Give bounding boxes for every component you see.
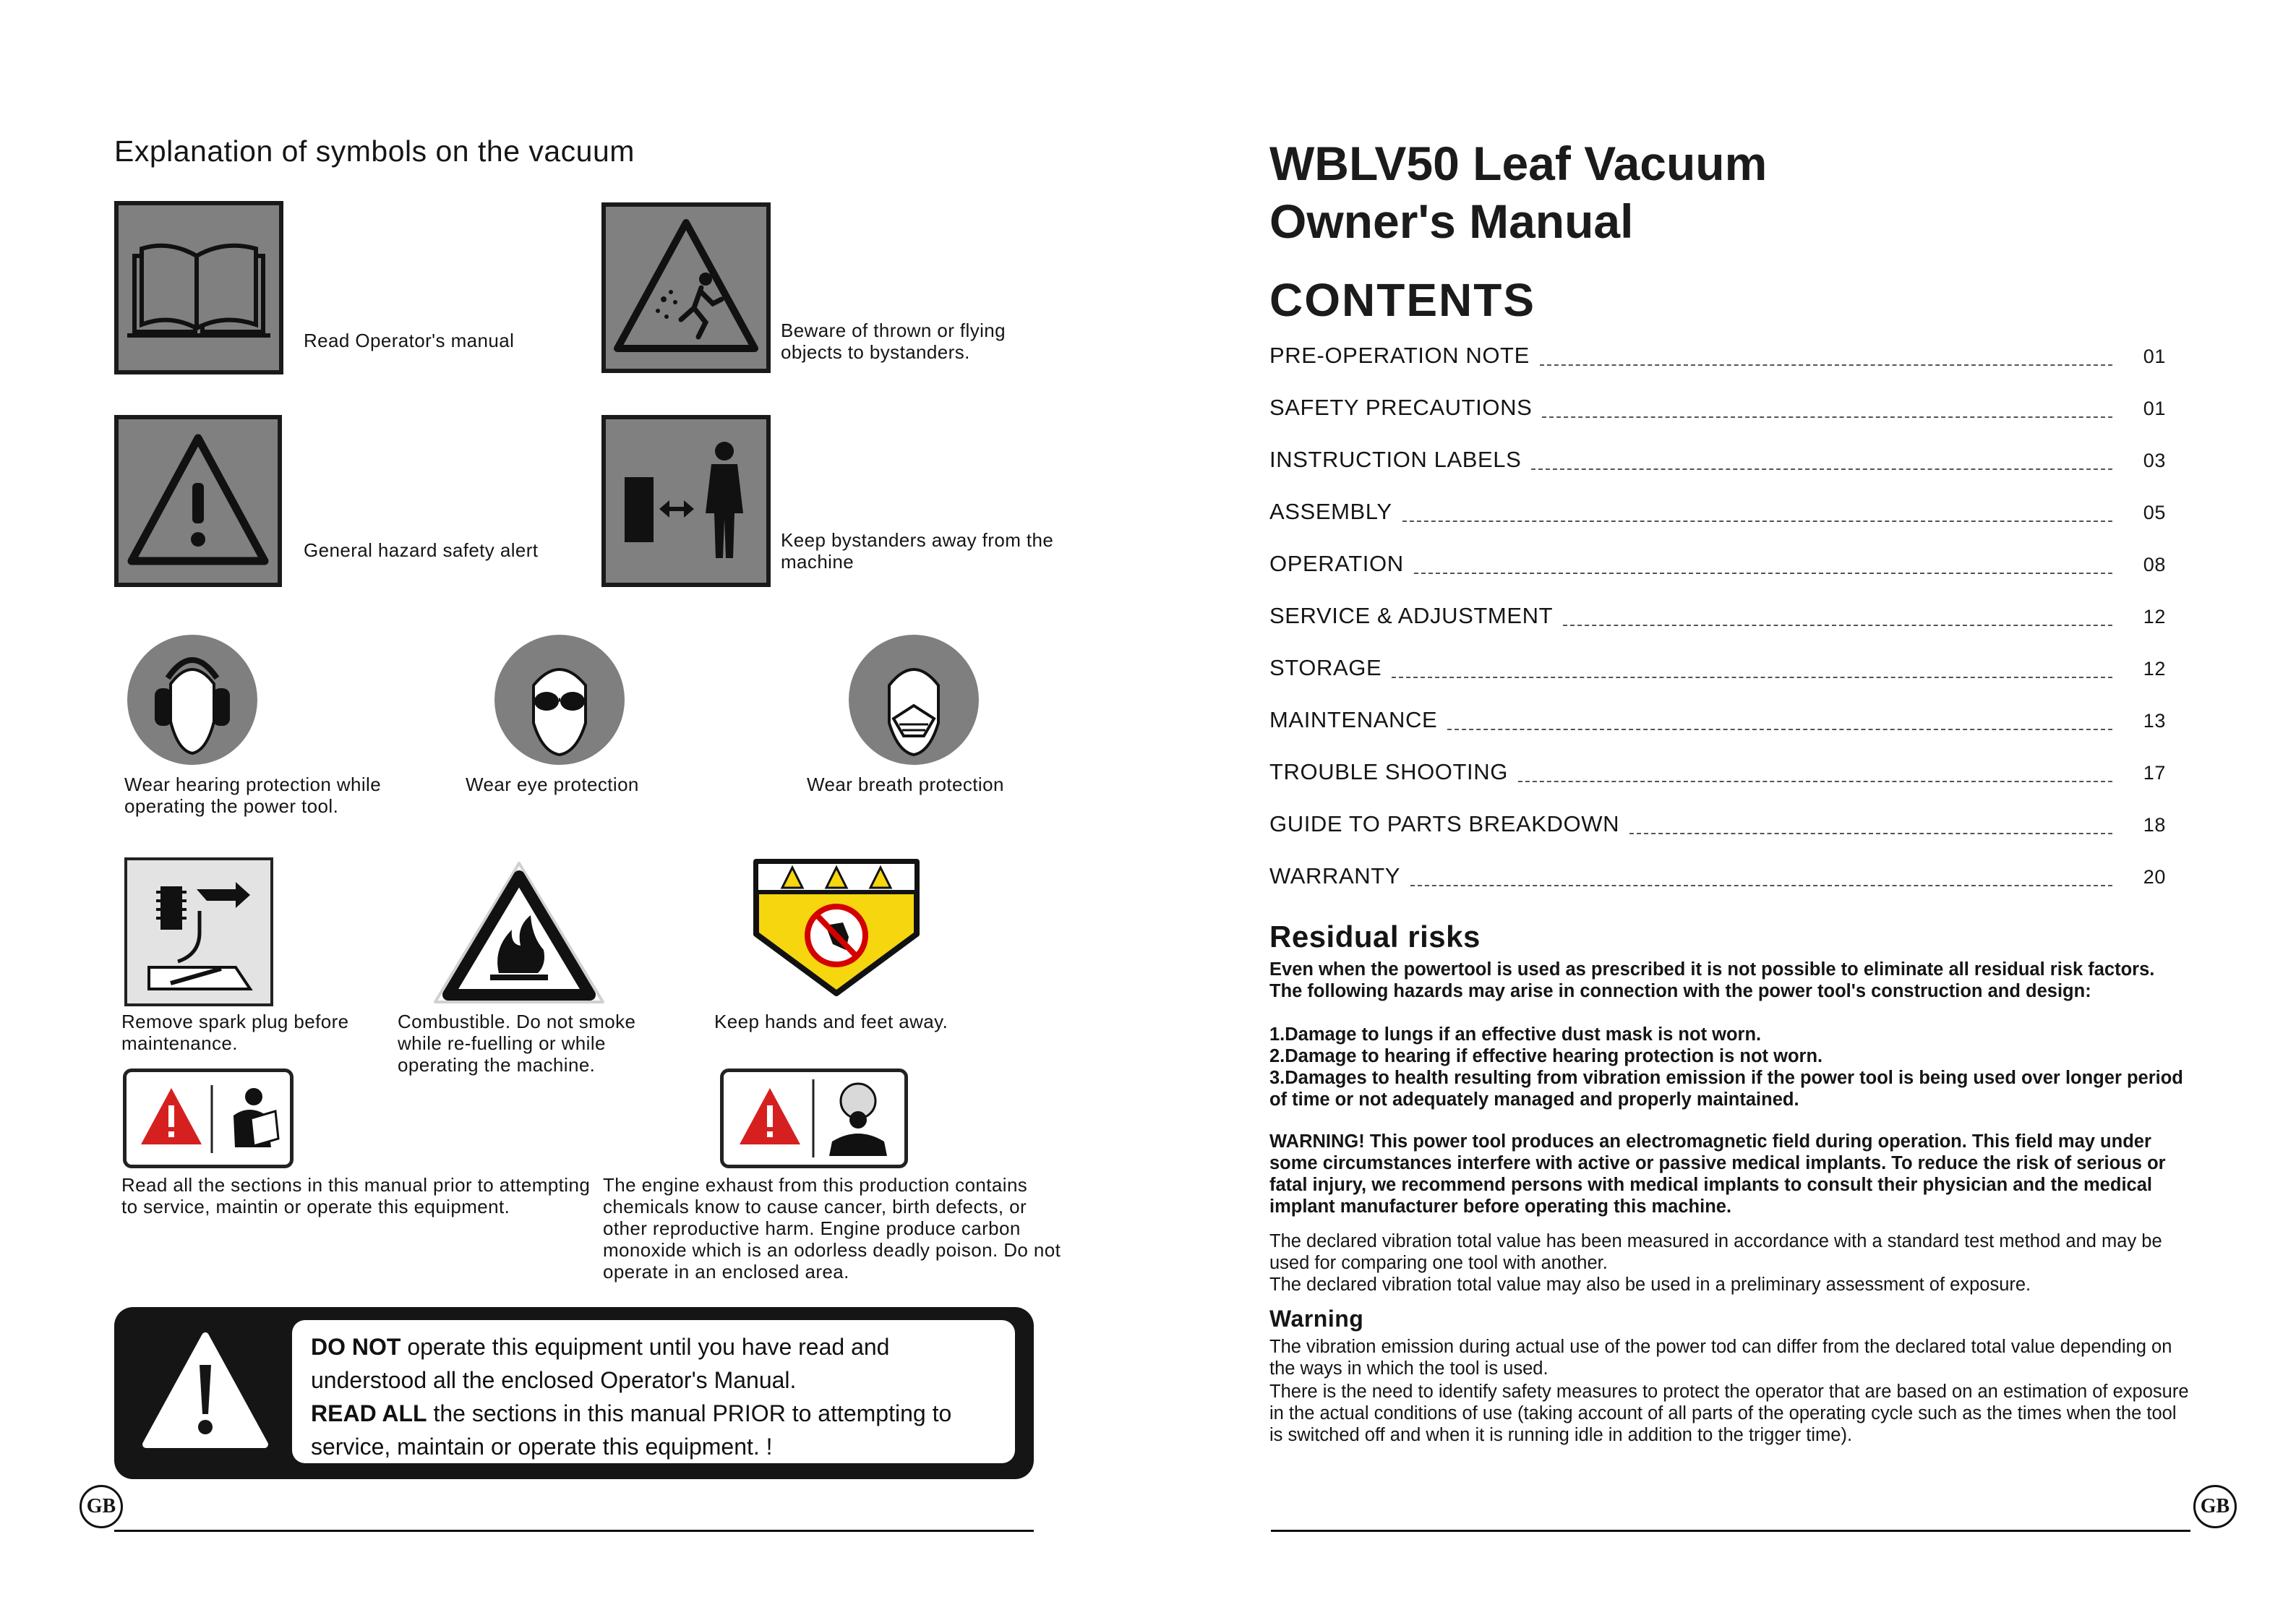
- toc-label: GUIDE TO PARTS BREAKDOWN: [1269, 811, 1620, 836]
- open-book-icon: [119, 205, 279, 370]
- notice-text: [292, 1320, 1015, 1463]
- toc-item[interactable]: [1269, 707, 2166, 736]
- combustible-caption: Combustible. Do not smoke while re-fuelling or while operating the machine.: [398, 1011, 636, 1076]
- contents-heading: CONTENTS: [1269, 274, 1535, 326]
- toc-page: 17: [2143, 762, 2166, 784]
- toc-item[interactable]: [1269, 551, 2166, 580]
- warning-heading: Warning: [1269, 1306, 1364, 1332]
- toc-label: TROUBLE SHOOTING: [1269, 759, 1508, 784]
- toc-page: 03: [2143, 450, 2166, 471]
- toc-item[interactable]: [1269, 343, 2166, 372]
- spark-plug-symbol: [124, 857, 273, 1006]
- hearing-protection-caption: Wear hearing protection while operating the power tool.: [124, 774, 382, 817]
- toc-page: 01: [2143, 346, 2166, 367]
- toc-item[interactable]: [1269, 499, 2166, 528]
- ear-muffs-icon: [127, 635, 257, 765]
- toc-item[interactable]: [1269, 863, 2166, 892]
- toc-leader: [1402, 520, 2112, 522]
- toc-leader: [1392, 676, 2112, 678]
- breath-protection-symbol: [849, 635, 979, 765]
- manual-title: [1269, 134, 1767, 250]
- residual-risk-item: 2.Damage to hearing if effective hearing protection is not worn.: [1269, 1046, 1823, 1066]
- right-footer-rule: [1271, 1530, 2190, 1532]
- residual-risk-item: 1.Damage to lungs if an effective dust mask is not worn.: [1269, 1024, 1762, 1045]
- toc-page: 01: [2143, 398, 2166, 419]
- toc-label: STORAGE: [1269, 655, 1382, 680]
- hands-feet-symbol: [752, 857, 921, 998]
- residual-risks-heading: Residual risks: [1269, 920, 1481, 954]
- no-hands-feet-icon: [752, 857, 921, 998]
- read-manual-symbol: [114, 201, 283, 374]
- toc-item[interactable]: [1269, 811, 2166, 840]
- notice-line-2: the sections in this manual PRIOR to attempting to service, maintain or operate this equipment. !: [311, 1400, 952, 1460]
- hearing-protection-symbol: [127, 635, 257, 765]
- do-not-operate-notice: [114, 1307, 1034, 1479]
- notice-bold-do-not: DO NOT: [311, 1334, 401, 1360]
- toc-item[interactable]: [1269, 395, 2166, 424]
- flame-warning-icon: [429, 857, 609, 1008]
- toc-item[interactable]: [1269, 603, 2166, 632]
- read-sections-caption: Read all the sections in this manual prior to attempting to service, maintin or operate this equipment.: [121, 1174, 591, 1217]
- hazard-alert-symbol: [114, 415, 282, 587]
- toc-label: ASSEMBLY: [1269, 499, 1392, 524]
- toc-item[interactable]: [1269, 655, 2166, 684]
- left-footer-rule: [114, 1530, 1034, 1532]
- bystanders-caption: Keep bystanders away from the machine: [781, 529, 1054, 573]
- keep-distance-icon: [606, 419, 766, 583]
- eye-protection-caption: Wear eye protection: [466, 774, 639, 795]
- symbols-section-title: Explanation of symbols on the vacuum: [114, 134, 635, 168]
- spark-plug-removal-icon: [127, 860, 270, 1003]
- notice-line-1: operate this equipment until you have read and understood all the enclosed Operator's Manual.: [311, 1334, 890, 1393]
- toc-page: 12: [2143, 658, 2166, 680]
- toc-page: 08: [2143, 554, 2166, 575]
- toc-label: SERVICE & ADJUSTMENT: [1269, 603, 1554, 628]
- toc-label: SAFETY PRECAUTIONS: [1269, 395, 1533, 420]
- thrown-objects-caption: Beware of thrown or flying objects to bystanders.: [781, 320, 1006, 363]
- toc-leader: [1447, 728, 2112, 730]
- toc-label: WARRANTY: [1269, 863, 1401, 888]
- breath-protection-caption: Wear breath protection: [807, 774, 1004, 795]
- read-sections-label: [123, 1069, 294, 1168]
- toc-leader: [1629, 832, 2112, 834]
- warning-text-2: There is the need to identify safety measures to protect the operator that are based on an estimation of exposure in the actual conditions of use (taking account of all parts of the operating cycle such as the times when the tool is switched off and when it is running idle in addition to the trigger time).: [1269, 1382, 2189, 1445]
- toc-page: 12: [2143, 606, 2166, 628]
- toc-item[interactable]: [1269, 447, 2166, 476]
- toc-page: 05: [2143, 502, 2166, 523]
- read-manual-caption: Read Operator's manual: [304, 330, 515, 351]
- residual-risk-item: 3.Damages to health resulting from vibration emission if the power tool is being used over longer period of time or not adequately managed and properly maintained.: [1269, 1068, 2183, 1110]
- toc-page: 18: [2143, 814, 2166, 836]
- residual-risks-intro: Even when the powertool is used as prescribed it is not possible to eliminate all residual risk factors. The following hazards may arise in connection with the power tool's construction and design:: [1269, 959, 2155, 1001]
- exhaust-label: [720, 1069, 908, 1168]
- hands-feet-caption: Keep hands and feet away.: [714, 1011, 948, 1032]
- exhaust-caption: The engine exhaust from this production contains chemicals know to cause cancer, birth defects, or other reproductive harm. Engine produce carbon monoxide which is an odorless deadly poison. Do not operate in an enclosed area.: [603, 1174, 1061, 1282]
- safety-glasses-icon: [494, 635, 625, 765]
- toc-leader: [1563, 624, 2112, 626]
- notice-bold-read-all: READ ALL: [311, 1400, 427, 1426]
- exclamation-warning-icon: [140, 1329, 270, 1455]
- toc-label: MAINTENANCE: [1269, 707, 1438, 732]
- vibration-note-1: The declared vibration total value has been measured in accordance with a standard test method and may be used for comparing one tool with another.: [1269, 1231, 2162, 1273]
- toc-leader: [1414, 572, 2112, 574]
- vibration-note-2: The declared vibration total value may also be used in a preliminary assessment of exposure.: [1269, 1275, 2031, 1295]
- toc-page: 13: [2143, 710, 2166, 732]
- thrown-objects-warning-icon: [606, 207, 766, 369]
- toc-label: INSTRUCTION LABELS: [1269, 447, 1522, 472]
- left-gb-badge: GB: [80, 1485, 123, 1528]
- electromagnetic-warning: WARNING! This power tool produces an electromagnetic field during operation. This field may under some circumstances interfere with active or passive medical implants. To reduce the risk of serious or fatal injury, we recommend persons with medical implants to consult their physician and the medical implant manufacturer before operating this machine.: [1269, 1131, 2166, 1217]
- warning-exhaust-icon: [724, 1072, 904, 1165]
- toc-leader: [1410, 884, 2112, 886]
- toc-leader: [1542, 416, 2112, 418]
- combustible-symbol: [429, 857, 609, 1008]
- toc-item[interactable]: [1269, 759, 2166, 788]
- toc-label: PRE-OPERATION NOTE: [1269, 343, 1530, 368]
- exclamation-triangle-icon: [119, 419, 278, 583]
- warning-text-1: The vibration emission during actual use of the power tod can differ from the declared total value depending on the ways in which the tool is used.: [1269, 1337, 2172, 1379]
- toc-label: OPERATION: [1269, 551, 1404, 576]
- hazard-alert-caption: General hazard safety alert: [304, 539, 539, 561]
- warning-reading-icon: [127, 1072, 290, 1165]
- toc-page: 20: [2143, 866, 2166, 888]
- title-line-1: WBLV50 Leaf Vacuum: [1269, 137, 1768, 190]
- toc-leader: [1531, 468, 2112, 470]
- thrown-objects-symbol: [601, 202, 771, 373]
- title-line-2: Owner's Manual: [1269, 194, 1634, 248]
- right-gb-badge: GB: [2193, 1485, 2237, 1528]
- eye-protection-symbol: [494, 635, 625, 765]
- bystanders-symbol: [601, 415, 771, 587]
- toc-leader: [1518, 780, 2112, 782]
- toc-leader: [1540, 364, 2112, 366]
- spark-plug-caption: Remove spark plug before maintenance.: [121, 1011, 349, 1054]
- dust-mask-icon: [849, 635, 979, 765]
